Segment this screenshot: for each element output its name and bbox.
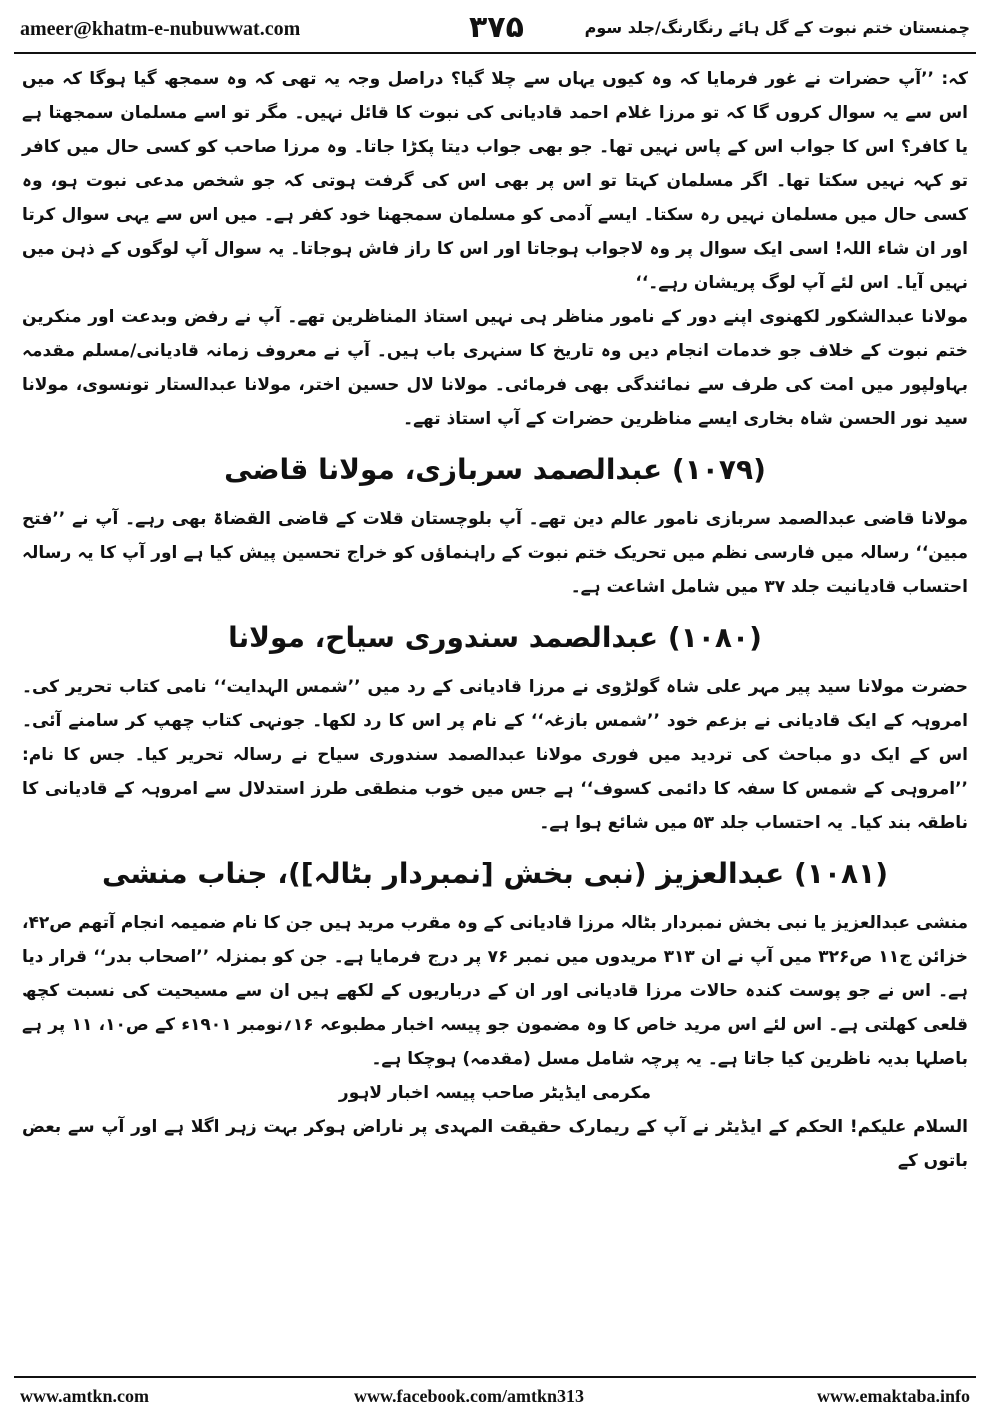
page-footer xyxy=(14,1382,976,1412)
section-heading: (۱۰۷۹) عبدالصمد سربازی، مولانا قاضی xyxy=(224,453,766,486)
book-title: چمنستان ختم نبوت کے گل ہائے رنگارنگ/جلد سوم xyxy=(584,18,970,37)
header-divider xyxy=(14,52,976,54)
header-email: ameer@khatm-e-nubuwwat.com xyxy=(20,18,301,40)
page-header xyxy=(14,10,976,50)
body-paragraph: کہ: ’’آپ حضرات نے غور فرمایا کہ وہ کیوں یہاں سے چلا گیا؟ دراصل وجہ یہ تھی کہ وہ سمجھ گیا ہوگا کہ میں اس سے یہ سوال کروں گا کہ تو مرزا غلام احمد قادیانی کی نبوت کا قائل نہیں۔ مگر تو اسے مسلمان سمجھتا ہے یا کافر؟ اس کا جواب اس کے پاس نہیں تھا۔ جو بھی جواب دیتا پکڑا جاتا۔ وہ مرزا صاحب کو کسی حال میں کافر تو کہہ نہیں سکتا تھا۔ اگر مسلمان کہتا تو اس پر بھی اس کی گرفت ہوتی کہ جو شخص مدعی نبوت ہو، وہ کسی حال میں مسلمان نہیں رہ سکتا۔ ایسے آدمی کو مسلمان سمجھنا خود کفر ہے۔ میں اس سے یہی سوال کرتا اور ان شاء اللہ! اسی ایک سوال پر وہ لاجواب ہوجاتا اور اس کا راز فاش ہوجاتا۔ یہ سوال آپ لوگوں کے ذہن میں نہیں آیا۔ اس لئے آپ لوگ پریشان رہے۔‘‘ xyxy=(22,69,968,293)
body-paragraph: مولانا عبدالشکور لکھنوی اپنے دور کے نامور مناظر ہی نہیں استاذ المناظرین تھے۔ آپ نے رفض وبدعت اور منکرین ختم نبوت کے خلاف جو خدمات انجام دیں وہ تاریخ کا سنہری باب ہیں۔ آپ نے معروف زمانہ قادیانی/مسلم مقدمہ بہاولپور میں امت کی طرف سے نمائندگی بھی فرمائی۔ مولانا لال حسین اختر، مولانا عبدالستار تونسوی، مولانا سید نور الحسن شاہ بخاری ایسے مناظرین حضرات کے آپ استاذ تھے۔ xyxy=(22,307,968,429)
letter-address: مکرمی ایڈیٹر صاحب پیسہ اخبار لاہور xyxy=(338,1083,652,1103)
footer-link-emaktaba[interactable]: www.emaktaba.info xyxy=(816,1386,970,1406)
body-paragraph: السلام علیکم! الحکم کے ایڈیٹر نے آپ کے ریمارک حقیقت المہدی پر ناراض ہوکر بہت زہر اگلا ہے اور آپ سے بعض باتوں کے xyxy=(22,1117,968,1171)
footer-link-amtkn[interactable]: www.amtkn.com xyxy=(20,1386,149,1406)
body-paragraph: مولانا قاضی عبدالصمد سربازی نامور عالم دین تھے۔ آپ بلوچستان قلات کے قاضی القضاۃ بھی رہے۔ آپ نے ’’فتح مبین‘‘ رسالہ میں فارسی نظم میں تحریک ختم نبوت کے راہنماؤں کو خراج تحسین پیش کیا ہے اور آپ کا یہ رسالہ احتساب قادیانیت جلد ۳۷ میں شامل اشاعت ہے۔ xyxy=(22,509,968,597)
footer-divider xyxy=(14,1376,976,1378)
body-paragraph: منشی عبدالعزیز یا نبی بخش نمبردار بٹالہ مرزا قادیانی کے وہ مقرب مرید ہیں جن کا نام ضمیمہ انجام آتھم ص۴۲، خزائن ج۱۱ ص۳۲۶ میں آپ نے ان ۳۱۳ مریدوں میں نمبر ۷۶ پر درج فرمایا ہے۔ جن کو بمنزلہ ’’اصحاب بدر‘‘ قرار دیا ہے۔ اس نے جو پوست کندہ حالات مرزا قادیانی اور ان کے درباریوں کے لکھے ہیں ان سے مسیحیت کی نسبت کچھ قلعی کھلتی ہے۔ اس لئے اس مرید خاص کا وہ مضمون جو پیسہ اخبار مطبوعہ ۱۶؍نومبر ۱۹۰۱ء کے ص۱۰، ۱۱ پر ہے باصلہا بدیہ ناظرین کیا جاتا ہے۔ یہ پرچہ شامل مسل (مقدمہ) ہوچکا ہے۔ xyxy=(22,913,968,1069)
page-body xyxy=(22,62,968,1178)
page-number: ۳۷۵ xyxy=(469,10,524,45)
section-heading: (۱۰۸۱) عبدالعزیز (نبی بخش [نمبردار بٹالہ])، جناب منشی xyxy=(102,857,888,890)
footer-link-facebook[interactable]: www.facebook.com/amtkn313 xyxy=(354,1386,584,1406)
body-paragraph: حضرت مولانا سید پیر مہر علی شاہ گولڑوی نے مرزا قادیانی کے رد میں ’’شمس الہدایت‘‘ نامی کتاب تحریر کی۔ امروہہ کے ایک قادیانی نے بزعم خود ’’شمس بازغہ‘‘ کے نام پر اس کا رد لکھا۔ جونہی کتاب چھپ کر سامنے آئی۔ اس کے ایک دو مباحث کی تردید میں فوری مولانا عبدالصمد سندوری سیاح نے رسالہ تحریر کیا۔ جس کا نام: ’’امروہی کے شمس کا سفہ کا دائمی کسوف‘‘ ہے جس میں خوب منطقی طرز استدلال سے امروہہ کے قادیانی کا ناطقہ بند کیا۔ یہ احتساب جلد ۵۳ میں شائع ہوا ہے۔ xyxy=(22,677,969,833)
section-heading: (۱۰۸۰) عبدالصمد سندوری سیاح، مولانا xyxy=(228,621,762,654)
